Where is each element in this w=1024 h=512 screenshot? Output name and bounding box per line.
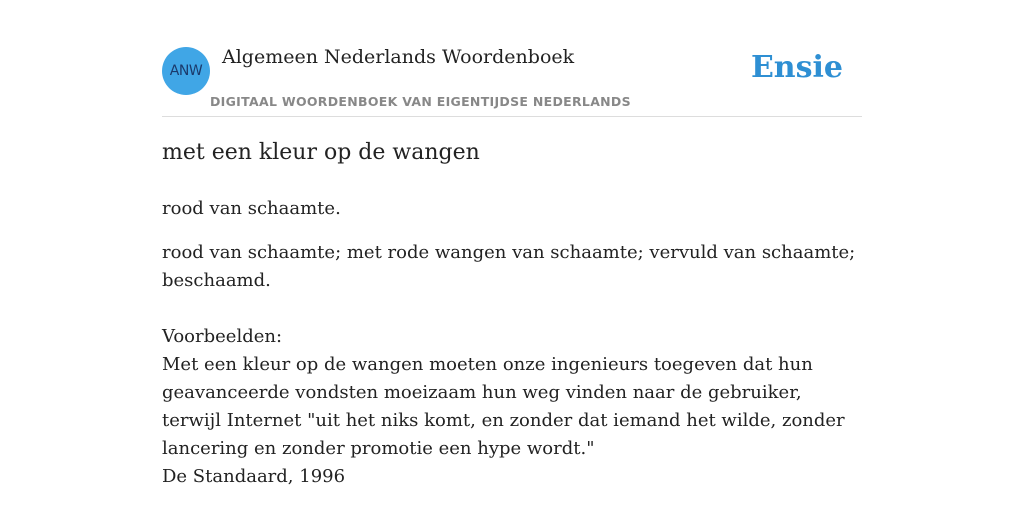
site-title[interactable]: Algemeen Nederlands Woordenboek	[222, 46, 575, 68]
examples-label: Voorbeelden:	[162, 326, 283, 347]
ensie-brand-link[interactable]: Ensie	[750, 50, 843, 85]
example-source: De Standaard, 1996	[162, 466, 346, 487]
anw-logo[interactable]	[162, 47, 210, 95]
header	[162, 0, 862, 117]
long-definition: rood van schaamte; met rode wangen van schaamte; vervuld van schaamte; beschaamd.	[162, 242, 856, 291]
page	[162, 0, 862, 487]
logo-text: ANW	[169, 63, 203, 79]
examples-section	[162, 323, 862, 491]
example-text: Met een kleur op de wangen moeten onze ingenieurs toegeven dat hun geavanceerde vondsten moeizaam hun weg vinden naar de gebruiker, terwijl Internet "uit het niks komt, en zonder dat iemand het wilde, zonder lancering en zonder promotie een hype wordt."	[162, 354, 845, 459]
short-definition: rood van schaamte.	[162, 198, 341, 219]
site-subtitle: DIGITAAL WOORDENBOEK VAN EIGENTIJDSE NEDERLANDS	[210, 94, 631, 109]
entry-term: met een kleur op de wangen	[162, 140, 480, 165]
